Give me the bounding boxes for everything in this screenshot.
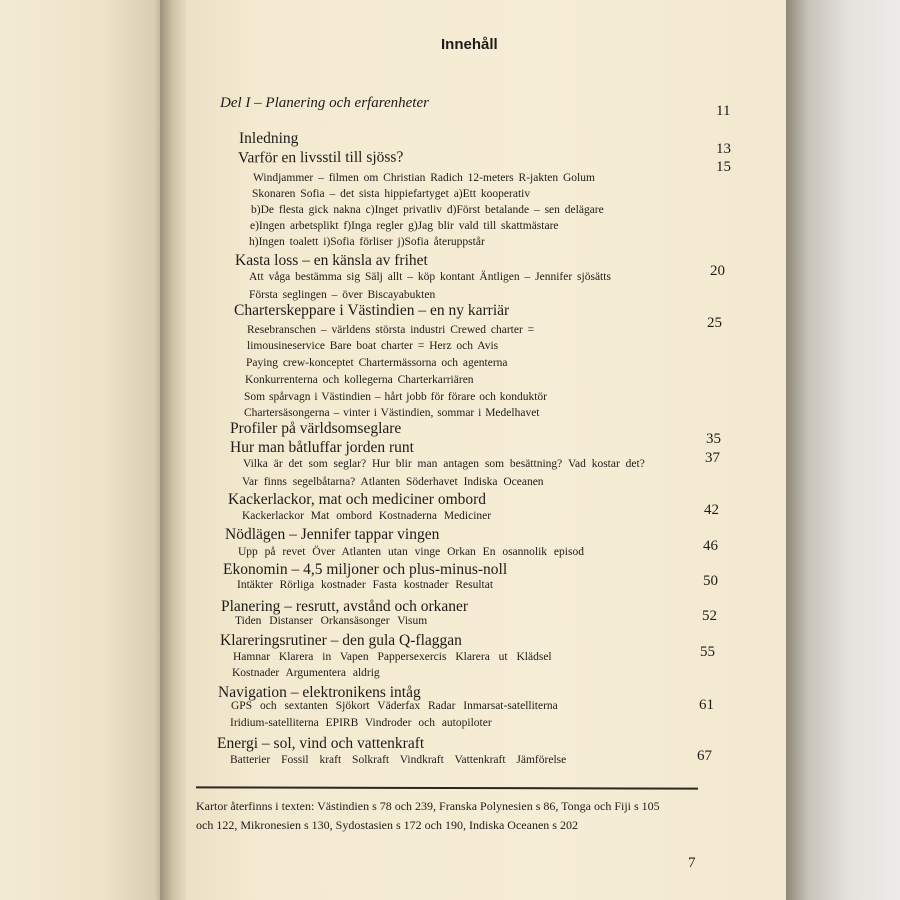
- chapter-subtopics: Konkurrenterna och kollegerna Charterkarriären: [245, 374, 474, 386]
- chapter-title: Hur man båtluffar jorden runt: [230, 439, 414, 456]
- chapter-title: Varför en livsstil till sjöss?: [237, 148, 404, 167]
- chapter-page-number: 67: [697, 748, 712, 764]
- chapter-title: Ekonomin – 4,5 miljoner och plus-minus-noll: [223, 561, 508, 578]
- page-edge-shadow: [786, 0, 900, 900]
- chapter-subtopics: Resebranschen – världens största industri Crewed charter =: [247, 324, 535, 336]
- chapter-subtopics: Att våga bestämma sig Sälj allt – köp kontant Äntligen – Jennifer sjösätts: [249, 271, 611, 283]
- chapter-title: Kasta loss – en känsla av frihet: [235, 252, 428, 269]
- chapter-page-number: 50: [703, 573, 718, 589]
- part-title: Del I – Planering och erfarenheter: [220, 95, 429, 111]
- chapter-subtopics: Intäkter Rörliga kostnader Fasta kostnader Resultat: [237, 579, 494, 591]
- chapter-page-number: 55: [700, 644, 715, 660]
- chapter-subtopics: Tiden Distanser Orkansäsonger Visum: [235, 615, 428, 627]
- chapter-page-number: 52: [702, 608, 717, 624]
- footnote-line: och 122, Mikronesien s 130, Sydostasien s 172 och 190, Indiska Oceanen s 202: [196, 818, 578, 832]
- chapter-subtopics: Windjammer – filmen om Christian Radich 12-meters R-jakten Golum: [253, 172, 595, 184]
- chapter-title: Profiler på världsomseglare: [230, 420, 402, 437]
- toc-heading: Innehåll: [441, 36, 498, 53]
- chapter-title: Energi – sol, vind och vattenkraft: [217, 735, 425, 752]
- page-number: 7: [688, 855, 696, 871]
- chapter-subtopics: Vilka är det som seglar? Hur blir man antagen som besättning? Vad kostar det?: [243, 458, 645, 470]
- chapter-page-number: 13: [716, 141, 731, 157]
- chapter-subtopics: Upp på revet Över Atlanten utan vinge Orkan En osannolik episod: [238, 546, 584, 558]
- chapter-subtopics: GPS och sextanten Sjökort Väderfax Radar Inmarsat-satelliterna: [231, 700, 558, 712]
- chapter-subtopics: Kackerlackor Mat ombord Kostnaderna Mediciner: [242, 510, 492, 522]
- footnote-line: Kartor återfinns i texten: Västindien s 78 och 239, Franska Polynesien s 86, Tonga och Fiji s 105: [196, 799, 660, 813]
- chapter-page-number: 15: [716, 159, 731, 175]
- chapter-subtopics: Hamnar Klarera in Vapen Pappersexercis Klarera ut Klädsel: [233, 651, 552, 663]
- chapter-title: Klareringsrutiner – den gula Q-flaggan: [220, 632, 462, 649]
- chapter-title: Charterskeppare i Västindien – en ny karriär: [234, 302, 510, 319]
- chapter-title: Nödlägen – Jennifer tappar vingen: [225, 526, 440, 543]
- chapter-subtopics: Första seglingen – över Biscayabukten: [249, 289, 436, 301]
- chapter-subtopics: Batterier Fossil kraft Solkraft Vindkraft Vattenkraft Jämförelse: [230, 754, 567, 766]
- part-page-number: 11: [716, 103, 731, 119]
- chapter-subtopics: e)Ingen arbetsplikt f)Inga regler g)Jag blir vald till skattmästare: [250, 220, 559, 232]
- chapter-page-number: 37: [705, 450, 720, 466]
- chapter-page-number: 61: [699, 697, 714, 713]
- chapter-subtopics: b)De flesta gick nakna c)Inget privatliv d)Först betalande – sen delägare: [251, 204, 604, 216]
- left-page: [0, 0, 168, 900]
- chapter-title: Kackerlackor, mat och mediciner ombord: [228, 491, 487, 508]
- chapter-page-number: 25: [707, 315, 722, 331]
- chapter-page-number: 35: [706, 431, 721, 447]
- chapter-subtopics: h)Ingen toalett i)Sofia förliser j)Sofia återuppstår: [249, 236, 485, 248]
- chapter-page-number: 20: [710, 263, 725, 279]
- chapter-subtopics: Skonaren Sofia – det sista hippiefartyget a)Ett kooperativ: [252, 188, 531, 200]
- chapter-subtopics: Var finns segelbåtarna? Atlanten Söderhavet Indiska Oceanen: [242, 476, 544, 488]
- chapter-subtopics: Som spårvagn i Västindien – hårt jobb för förare och konduktör: [244, 391, 547, 403]
- chapter-subtopics: Iridium-satelliterna EPIRB Vindroder och autopiloter: [230, 717, 492, 729]
- chapter-subtopics: limousineservice Bare boat charter = Herz och Avis: [247, 340, 499, 352]
- chapter-title: Inledning: [239, 130, 299, 147]
- chapter-subtopics: Chartersäsongerna – vinter i Västindien, sommar i Medelhavet: [244, 407, 540, 419]
- chapter-subtopics: Kostnader Argumentera aldrig: [232, 667, 380, 679]
- chapter-title: Navigation – elektronikens intåg: [218, 684, 421, 701]
- chapter-subtopics: Paying crew-konceptet Chartermässorna och agenterna: [246, 357, 508, 369]
- chapter-title: Planering – resrutt, avstånd och orkaner: [221, 598, 469, 615]
- chapter-page-number: 42: [704, 502, 719, 518]
- chapter-page-number: 46: [703, 538, 718, 554]
